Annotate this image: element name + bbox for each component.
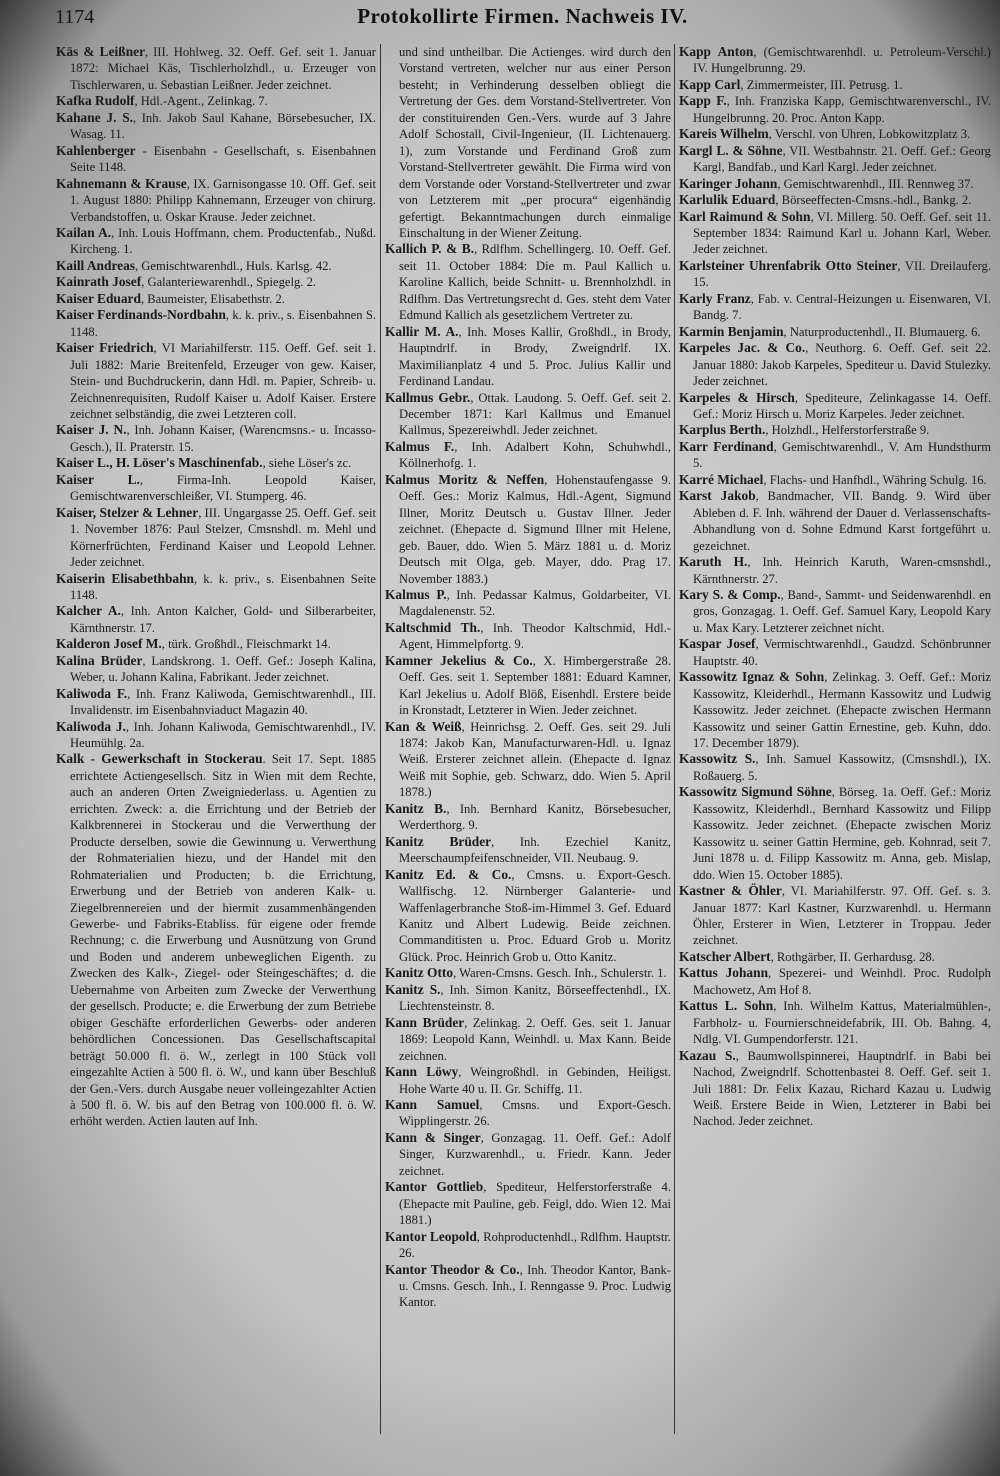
column-1 <box>56 44 376 1130</box>
entry-text: , Spediteure, Zelinkagasse 14. Oeff. Gef.: Moriz Hirsch u. Moriz Karpeles. Jeder zeichnet. <box>693 390 991 421</box>
entry-text: , IX. Garnisongasse 10. Off. Gef. seit 1. August 1880: Philipp Kahnemann, Erzeuger von chirurg. Verbandstoffen, u. Oskar Krause. Jeder zeichnet. <box>70 176 376 224</box>
entry-text: , Baumwollspinnerei, Hauptndrlf. in Babi bei Nachod, Zweigndrlf. Schottenbastei 8. Oeff. Gef. seit 1. Juli 1881: Dr. Felix Kazau, Richard Kazau u. Ludwig Weiß. Erstere Beide in Wien, Letzterer in Babi bei Nachod. Jeder zeichnet. <box>693 1048 992 1129</box>
firm-name: Kaiser Ferdinands-Nordbahn <box>56 307 226 323</box>
entry-text: , VI Mariahilferstr. 115. Oeff. Gef. seit 1. Juli 1882: Marie Breitenfeld, Erzeuger von gew. Kaiser, Stein- und Buchdruckerin, dann Hdl. m. Papier, Schreib- u. Zeichnenrequisiten, Rudolf Kaiser u. Adolf Kaiser. Erstere zeichnet selbständig, die zwei Letzteren coll. <box>70 341 376 421</box>
firm-name: Kailan A. <box>56 224 112 240</box>
directory-entry <box>679 636 991 669</box>
entry-text: , Börseeffecten-Cmsns.-hdl., Bankg. 2. <box>775 193 972 208</box>
page-number: 1174 <box>55 6 95 28</box>
directory-entry <box>679 77 991 93</box>
firm-name: Kann & Singer <box>385 1129 481 1145</box>
entry-text: , Inh. Heinrich Karuth, Waren-cmsnshdl., Kärnthnerstr. 27. <box>693 555 991 586</box>
firm-name: Kary S. & Comp. <box>679 586 781 602</box>
directory-entry <box>679 209 991 258</box>
firm-name: Kantor Leopold <box>385 1228 477 1244</box>
entry-text: , Inh. Ezechiel Kanitz, Meerschaumpfeifenschneider, VII. Neubaug. 9. <box>399 834 672 866</box>
directory-entry <box>56 636 376 652</box>
directory-entry <box>56 653 376 686</box>
page-header <box>55 4 990 34</box>
firm-name: Kaiser Eduard <box>56 290 141 306</box>
entry-text: , Cmsns. und Export-Gesch. Wipplingerstr. 26. <box>399 1098 671 1129</box>
entry-text: , Cmsns. u. Export-Gesch. Wallfischg. 12. Nürnberger Galanterie- und Waffenlagerbranche Stoß-im-Himmel 3. Gef. Eduard Kanitz und Albert Ludewig. Beide zeichnen. Commanditisten u. Proc. Eduard Grob u. Moritz Glück. Proc. Heinrich Grob u. Otto Kanitz. <box>399 867 671 964</box>
firm-name: Karplus Berth. <box>679 422 766 438</box>
directory-entry <box>385 390 671 439</box>
directory-entry <box>56 751 376 1129</box>
entry-text: , Inh. Wilhelm Kattus, Materialmühlen-, Farbholz- u. Fournierschneidefabrik, III. Ob. Bahng. 4, Ndlg. VI. Gumpendorferstr. 121. <box>693 999 991 1047</box>
directory-entry <box>56 505 376 571</box>
directory-entry <box>56 274 376 290</box>
firm-name: Käs & Leißner <box>56 44 146 59</box>
firm-name: Kaiser J. N. <box>56 422 127 438</box>
firm-name: Kainrath Josef <box>56 274 142 290</box>
firm-name: Kaiser L. <box>56 471 140 487</box>
directory-entry <box>679 784 991 883</box>
directory-entry <box>679 587 991 636</box>
firm-name: Kareis Wilhelm <box>679 126 769 142</box>
entry-text: , Vermischtwarenhdl., Gaudzd. Schönbrunner Hauptstr. 40. <box>693 637 991 668</box>
firm-name: Karré Michael <box>679 471 764 487</box>
firm-name: Kaiser L., H. Löser's Maschinenfab. <box>56 455 263 471</box>
directory-entry <box>56 258 376 274</box>
directory-entry <box>385 620 671 653</box>
firm-name: Kalmus Moritz & Neffen <box>385 471 545 487</box>
firm-name: Kaliwoda J. <box>56 718 126 734</box>
directory-entry <box>56 225 376 258</box>
firm-name: Kattus L. Sohn <box>679 998 774 1014</box>
firm-name: Katscher Albert <box>679 948 771 964</box>
firm-name: Kahlenberger <box>56 142 136 158</box>
entry-text: , Gemischtwarenhdl., Huls. Karlsg. 42. <box>135 258 332 273</box>
directory-entry <box>679 143 991 176</box>
entry-text: , Inh. Theodor Kantor, Bank- u. Cmsns. Gesch. Inh., I. Renngasse 9. Proc. Ludwig Kantor. <box>399 1262 671 1310</box>
page-title: Protokollirte Firmen. Nachweis IV. <box>357 4 688 28</box>
firm-name: Kalk - Gewerkschaft in Stockerau <box>56 751 263 767</box>
entry-text: , Holzhdl., Helferstorferstraße 9. <box>765 423 930 438</box>
entry-text: , VI. Millerg. 50. Oeff. Gef. seit 11. September 1834: Raimund Karl u. Johann Karl, Weber. Jeder zeichnet. <box>693 209 992 257</box>
entry-text: , VI. Mariahilferstr. 97. Off. Gef. s. 3. Januar 1877: Karl Kastner, Kurzwarenhdl. u. Hermann Öhler, Ersterer in Wien, Letzterer in Troppau. Jeder zeichnet. <box>693 884 991 948</box>
directory-entry <box>679 192 991 208</box>
directory-entry <box>385 801 671 834</box>
firm-name: Kahane J. S. <box>56 109 133 125</box>
firm-name: Kaliwoda F. <box>56 685 128 701</box>
entry-text: , Neuthorg. 6. Oeff. Gef. seit 22. Januar 1880: Jakob Karpeles, Spediteur u. David Stulezky. Jeder zeichnet. <box>693 341 991 389</box>
entry-text: , Zimmermeister, III. Petrusg. 1. <box>740 77 903 92</box>
directory-entry <box>385 1130 671 1179</box>
directory-entry <box>679 998 991 1047</box>
entry-text: , Inh. Franz Kaliwoda, Gemischtwarenhdl., III. Invalidenstr. im Eisenbahnviaduct Magazin 40. <box>70 686 376 718</box>
firm-name: Kanitz B. <box>385 800 447 816</box>
firm-name: Kann Samuel <box>385 1097 480 1112</box>
entry-text: , Gonzagag. 11. Oeff. Gef.: Adolf Singer, Kurzwarenhdl., u. Friedr. Kann. Jeder zeichnet. <box>399 1130 671 1178</box>
entry-text: , Spediteur, Helferstorferstraße 4. (Ehepacte mit Pauline, geb. Feigl, ddo. Wien 12. Mai 1881.) <box>399 1180 671 1228</box>
directory-entry <box>679 965 991 998</box>
firm-name: Kalina Brüder <box>56 652 143 668</box>
column-divider <box>380 44 381 1434</box>
entry-text: , siehe Löser's zc. <box>262 456 352 471</box>
column-divider <box>674 44 675 1434</box>
entry-text: , Flachs- und Hanfhdl., Währing Schulg. 16. <box>763 472 987 487</box>
directory-entry <box>679 176 991 192</box>
entry-text: , Inh. Adalbert Kohn, Schuhwhdl., Köllnerhofg. 1. <box>399 439 671 471</box>
firm-name: Kapp Carl <box>679 76 741 92</box>
entry-text: , Hohenstaufengasse 9. Oeff. Ges.: Moriz Kalmus, Hdl.-Agent, Sigmund Illner, Moritz Deutsch u. Gustav Illner. Jeder zeichnet. (Ehepacte d. Sigmund Illner mit Helene, geb. Bauer, ddo. Wien 5. März 1881 u. d. Moriz Deutsch mit Olga, geb. Mayer, ddo. Prag 17. November 1883.) <box>399 472 671 586</box>
entry-text: , Naturproductenhdl., II. Blumauerg. 6. <box>783 324 981 339</box>
directory-entry <box>679 472 991 488</box>
directory-entry <box>385 1015 671 1064</box>
firm-name: Kallir M. A. <box>385 323 459 339</box>
entry-text: , Börseg. 1a. Oeff. Gef.: Moriz Kassowitz, Kleiderhdl., Bernhard Kassowitz und Filipp Kassowitz. Jeder zeichnet. (Ehepacte zwischen Moriz Kassowitz u. seiner Gattin Hermine, geb. Kohnrad, seit 7. Juni 1878 u. d. Filipp Kassowitz m. Anna, geb. Mislap, ddo. Wien 15. October 1885). <box>693 785 991 882</box>
entry-text: , Inh. Franziska Kapp, Gemischtwarenverschl., IV. Hungelbrunng. 20. Proc. Anton Kapp. <box>693 94 991 125</box>
directory-entry <box>56 176 376 225</box>
directory-entry <box>385 867 671 966</box>
firm-name: Kaltschmid Th. <box>385 619 481 635</box>
entry-text: , Spezerei- und Weinhdl. Proc. Rudolph Machowetz, Am Hof 8. <box>693 966 991 997</box>
entry-text: , III. Ungargasse 25. Oeff. Gef. seit 1. November 1876: Paul Stelzer, Cmsnshdl. m. Mehl und Körnerfrüchten, Ferdinand Kaiser und Leopold Lehner. Jeder zeichnet. <box>70 505 377 570</box>
directory-entry <box>56 686 376 719</box>
directory-entry <box>679 258 991 291</box>
entry-text: , Rohproductenhdl., Rdlfhm. Hauptstr. 26. <box>399 1229 671 1261</box>
firm-name: Karst Jakob <box>679 488 756 504</box>
entry-text: , Hdl.-Agent., Zelinkag. 7. <box>134 94 268 109</box>
entry-text: , Inh. Moses Kallir, Großhdl., in Brody, Hauptndrlf. in Brody, Zweigndrlf. IX. Maximilianplatz 4 und 5. Proc. Julius Kallir und Ferdinand Landau. <box>399 324 672 389</box>
directory-entry <box>679 291 991 324</box>
directory-entry <box>385 1097 671 1130</box>
firm-name: Kanitz Otto <box>385 965 454 981</box>
directory-entry <box>56 455 376 471</box>
firm-name: Kallmus Gebr. <box>385 389 471 405</box>
entry-text: , VII. Westbahnstr. 21. Oeff. Gef.: Georg Kargl, Bandfab., und Karl Kargl. Jeder zeichnet. <box>693 143 991 175</box>
firm-name: Karuth H. <box>679 554 748 570</box>
directory-entry <box>385 472 671 587</box>
directory-entry <box>385 1229 671 1262</box>
directory-entry <box>679 126 991 142</box>
directory-entry <box>679 439 991 472</box>
firm-name: Kann Brüder <box>385 1014 465 1030</box>
directory-entry <box>385 241 671 323</box>
directory-entry <box>679 949 991 965</box>
directory-entry <box>679 669 991 751</box>
firm-name: Kassowitz Ignaz & Sohn <box>679 669 825 685</box>
entry-text: , Rdlfhm. Schellingerg. 10. Oeff. Gef. seit 11. October 1884: Die m. Paul Kallich u. Karoline Kallich, beide Schnitt- u. Brennholzhdl. in Rdlfhm. Das Vertretungsrecht d. Ges. steht dem Vater Edmund Kallich als gesetzlichem Vertreter zu. <box>399 242 671 323</box>
directory-entry <box>385 1262 671 1311</box>
firm-name: Kassowitz S. <box>679 751 756 767</box>
firm-name: Kalcher A. <box>56 603 121 619</box>
firm-name: Karlsteiner Uhrenfabrik Otto Steiner <box>679 257 898 273</box>
firm-name: Kapp Anton <box>679 44 754 59</box>
firm-name: Kaill Andreas <box>56 257 135 273</box>
firm-name: Kalderon Josef M. <box>56 636 162 652</box>
directory-entry <box>385 1179 671 1228</box>
entry-text: , Waren-Cmsns. Gesch. Inh., Schulerstr. 1. <box>453 966 667 981</box>
firm-name: Kahnemann & Krause <box>56 175 187 191</box>
entry-text: , Landskrong. 1. Oeff. Gef.: Joseph Kalina, Weber, u. Johann Kalina, Fabrikant. Jeder zeichnet. <box>70 653 377 685</box>
firm-name: Kastner & Öhler <box>679 883 782 899</box>
directory-entry <box>385 982 671 1015</box>
entry-text: , Inh. Pedassar Kalmus, Goldarbeiter, VI. Magdalenenstr. 52. <box>399 587 671 619</box>
entry-text: , Galanteriewarenhdl., Spiegelg. 2. <box>141 275 317 290</box>
firm-name: Karpeles & Hirsch <box>679 389 795 405</box>
firm-name: Kan & Weiß <box>385 718 462 734</box>
firm-name: Karpeles Jac. & Co. <box>679 340 806 356</box>
entry-text: , türk. Großhdl., Fleischmarkt 14. <box>161 637 331 652</box>
directory-entry <box>679 93 991 126</box>
directory-entry <box>56 422 376 455</box>
directory-entry <box>385 1064 671 1097</box>
firm-name: Kaiserin Elisabethbahn <box>56 570 195 586</box>
firm-name: Kazau S. <box>679 1047 736 1063</box>
firm-name: Kanitz Brüder <box>385 833 492 849</box>
firm-name: Kantor Gottlieb <box>385 1179 484 1195</box>
directory-entry <box>56 307 376 340</box>
firm-name: Karl Raimund & Sohn <box>679 208 811 224</box>
directory-entry <box>385 834 671 867</box>
directory-entry <box>679 340 991 389</box>
entry-text: , Bandmacher, VII. Bandg. 9. Wird über Ableben d. F. Inh. während der Dauer d. Verlassenschafts-Abhandlung von d. Sohne Edmund Karst fortgeführt u. gezeichnet. <box>693 489 991 553</box>
directory-entry <box>679 422 991 438</box>
directory-entry <box>56 93 376 109</box>
entry-text: , X. Himbergerstraße 28. Oeff. Ges. seit 1. September 1881: Eduard Kamner, Karl Jekelius u. Adolf Blöß, Eisenhdl. Erstere beide in Kronstadt, Letzterer in Wien. Jeder zeichnet. <box>399 653 671 718</box>
entry-text: , VII. Dreilauferg. 15. <box>693 258 991 290</box>
directory-entry <box>679 554 991 587</box>
entry-text: , Rothgärber, II. Gerhardusg. 28. <box>770 949 935 964</box>
directory-entry <box>385 653 671 719</box>
directory-entry <box>679 44 991 77</box>
directory-entry <box>679 1048 991 1130</box>
entry-text: , Verschl. von Uhren, Lobkowitzplatz 3. <box>768 127 971 142</box>
firm-name: Karlulik Eduard <box>679 192 776 208</box>
entry-text: , Gemischtwarenhdl., V. Am Hundsthurm 5. <box>693 439 992 471</box>
entry-text: , Inh. Bernhard Kanitz, Börsebesucher, Werderthorg. 9. <box>399 801 671 833</box>
entry-text: , (Gemischtwarenhdl. u. Petroleum-Verschl.) IV. Hungelbrunng. 29. <box>693 45 991 76</box>
entry-text: , Inh. Johann Kaiser, (Warencmsns.- u. Incasso-Gesch.), II. Praterstr. 15. <box>70 423 376 454</box>
directory-entry <box>679 324 991 340</box>
directory-entry <box>385 719 671 801</box>
entry-text: , Zelinkag. 3. Oeff. Gef.: Moriz Kassowitz, Kleiderhdl., Hermann Kassowitz und Ludwig Kassowitz. Jeder zeichnet. (Ehepacte zwischen Hermann Kassowitz und seiner Gattin Ernestine, geb. Kuhn, ddo. 17. December 1879). <box>693 670 991 751</box>
directory-entry <box>385 587 671 620</box>
firm-name: Kafka Rudolf <box>56 93 135 109</box>
firm-name: Kanitz Ed. & Co. <box>385 866 512 882</box>
directory-entry <box>56 291 376 307</box>
entry-text: , Zelinkag. 2. Oeff. Ges. seit 1. Januar 1869: Leopold Kann, Weinhdl. u. Max Kann. Beide zeichnen. <box>399 1015 671 1063</box>
firm-name: Kaspar Josef <box>679 636 756 652</box>
firm-name: Kalmus F. <box>385 438 455 454</box>
entry-text: , Inh. Louis Hoffmann, chem. Productenfab., Nußd. Kircheng. 1. <box>70 225 376 257</box>
directory-entry <box>385 439 671 472</box>
entry-text: , Inh. Simon Kanitz, Börseeffectenhdl., IX. Liechtensteinstr. 8. <box>399 982 671 1014</box>
firm-name: Karly Franz <box>679 290 751 306</box>
directory-entry <box>385 965 671 981</box>
entry-text: , Firma-Inh. Leopold Kaiser, Gemischtwarenverschleißer, VI. Stumperg. 46. <box>70 472 376 504</box>
entry-text: , k. k. priv., s. Eisenbahnen S. 1148. <box>70 308 376 339</box>
entry-text: , Inh. Samuel Kassowitz, (Cmsnshdl.), IX. Roßauerg. 5. <box>693 752 991 783</box>
entry-text: , Inh. Jakob Saul Kahane, Börsebesucher, IX. Wasag. 11. <box>70 110 376 142</box>
directory-entry <box>56 472 376 505</box>
firm-name: Kaiser Friedrich <box>56 340 154 356</box>
directory-entry <box>679 488 991 554</box>
directory-entry <box>56 719 376 752</box>
entry-text: , Inh. Theodor Kaltschmid, Hdl.-Agent, Himmelpfortg. 9. <box>399 620 671 652</box>
directory-entry <box>679 390 991 423</box>
firm-name: Kattus Johann <box>679 965 769 981</box>
entry-text: und sind untheilbar. Die Actienges. wird durch den Vorstand vertreten, welcher nur aus einer Person besteht; in Verhinderung desselben obliegt die Vertretung der Ges. dem Vorstand-Stellvertreter. Von der constituirenden Gen.-Vers. wurde auf 3 Jahre Adolf Schostall, Civil-Ingenieur, (II. Lichtenauerg. 1), zum Vorstande und Ferdinand Groß zum Vorstand-Stellvertreter gewählt. Die Firma wird von dem Vorstande oder Vorstand-Stellvertreter und zwar von Letzterem mit „per procura“ eigenhändig gefertigt. Bekanntmachungen durch einmalige Einschaltung in der Wiener Zeitung. <box>399 45 671 240</box>
directory-entry <box>56 110 376 143</box>
entry-text: . Seit 17. Sept. 1885 errichtete Actiengesellsch. Sitz in Wien mit dem Rechte, auch an anderen Orten Zweigniederlass. u. Agentien zu errichten. Zweck: a. die Errichtung und der Betrieb der Kalkbrennerei in Stockerau und die Verwerthung der Producte derselben, sowie die Gewinnung u. Verwerthung der Rohmaterialien hiezu, und der Handel mit den Rohmaterialien und Producten; b. die Errichtung, Erwerbung und der Betrieb von anderen Kalk- u. Ziegelbrennereien und der hiermit zusammenhängenden Gewerbe- und Fabriks-Etabliss. für eigene oder fremde Rechnung; c. die Erwerbung und Ausnützung von Grund und Boden und anderem unbeweglichen Eigenth. zu Zwecken des Kalk-, Ziegel- oder Steingeschäftes; d. die Uebernahme von Arbeiten zum Zwecke der Verwerthung der gesellsch. Producte; e. die Erwerbung der zum Betriebe obiger Geschäfte erforderlichen Gewerbs- oder anderen behördlichen Concessionen. Das Gesellschaftscapital beträgt 50.000 fl. ö. W., zerlegt in 100 Stück voll eingezahlte Actien à 500 fl. ö. W., und kann über Beschluß der Gen.-Vers. durch Ausgabe neuer volleingezahlter Actien à 500 fl. ö. W. bis auf den Betrag von 100.000 fl. ö. W. erhöht werden. Actien lauten auf Inh. <box>70 752 376 1129</box>
firm-name: Kaiser, Stelzer & Lehner <box>56 504 199 520</box>
directory-entry <box>56 340 376 422</box>
directory-entry <box>56 571 376 604</box>
entry-text: - Eisenbahn - Gesellschaft, s. Eisenbahnen Seite 1148. <box>70 143 376 175</box>
firm-name: Kamner Jekelius & Co. <box>385 652 533 668</box>
entry-text: , III. Hohlweg. 32. Oeff. Gef. seit 1. Januar 1872: Michael Käs, Tischlerholzhdl., u. Erzeuger von Tischlerwaren, u. Sebastian Leißner. Jeder zeichnet. <box>70 45 376 92</box>
firm-name: Karr Ferdinand <box>679 438 774 454</box>
firm-name: Kassowitz Sigmund Söhne <box>679 784 832 800</box>
entry-text: , Inh. Anton Kalcher, Gold- und Silberarbeiter, Kärnthnerstr. 17. <box>70 604 376 635</box>
firm-name: Kantor Theodor & Co. <box>385 1261 520 1277</box>
entry-text: , Inh. Johann Kaliwoda, Gemischtwarenhdl., IV. Heumühlg. 2a. <box>70 719 376 751</box>
directory-entry <box>385 44 671 241</box>
firm-name: Karmin Benjamin <box>679 323 784 339</box>
firm-name: Kanitz S. <box>385 981 441 997</box>
firm-name: Kapp F. <box>679 93 727 109</box>
column-3 <box>679 44 991 1130</box>
entry-text: , Heinrichsg. 2. Oeff. Ges. seit 29. Juli 1874: Jakob Kan, Manufacturwaren-Hdl. u. Ignaz Weiß. Ersterer zeichnet allein. (Ehepacte d. Ignaz Weiß mit Sophie, geb. Schwarz, ddo. Wien 5. April 1878.) <box>399 719 671 800</box>
entry-text: , Baumeister, Elisabethstr. 2. <box>140 291 285 306</box>
directory-entry <box>56 143 376 176</box>
directory-entry <box>56 603 376 636</box>
entry-text: , Weingroßhdl. in Gebinden, Heiligst. Hohe Warte 40 u. II. Gr. Schiffg. 11. <box>399 1065 671 1096</box>
firm-name: Karinger Johann <box>679 175 778 191</box>
directory-entry <box>56 44 376 93</box>
entry-text: , k. k. priv., s. Eisenbahnen Seite 1148. <box>70 571 376 602</box>
entry-text: , Band-, Sammt- und Seidenwarenhdl. en gros, Gonzagag. 1. Oeff. Gef. Samuel Kary, Leopold Kary u. Max Kary. Letzterer zeichnet nicht. <box>693 587 991 635</box>
firm-name: Kallich P. & B. <box>385 241 475 257</box>
firm-name: Kann Löwy <box>385 1064 459 1080</box>
entry-text: , Gemischtwarenhdl., III. Rennweg 37. <box>777 176 974 191</box>
column-2 <box>385 44 671 1311</box>
firm-name: Kalmus P. <box>385 586 447 602</box>
directory-entry <box>385 324 671 390</box>
entry-text: , Fab. v. Central-Heizungen u. Eisenwaren, VI. Bandg. 7. <box>693 291 991 323</box>
entry-text: , Ottak. Laudong. 5. Oeff. Gef. seit 2. December 1871: Karl Kallmus und Emanuel Kallmus, Spezereiwhdl. Jeder zeichnet. <box>399 390 671 438</box>
directory-entry <box>679 883 991 949</box>
directory-entry <box>679 751 991 784</box>
firm-name: Kargl L. & Söhne <box>679 142 783 158</box>
